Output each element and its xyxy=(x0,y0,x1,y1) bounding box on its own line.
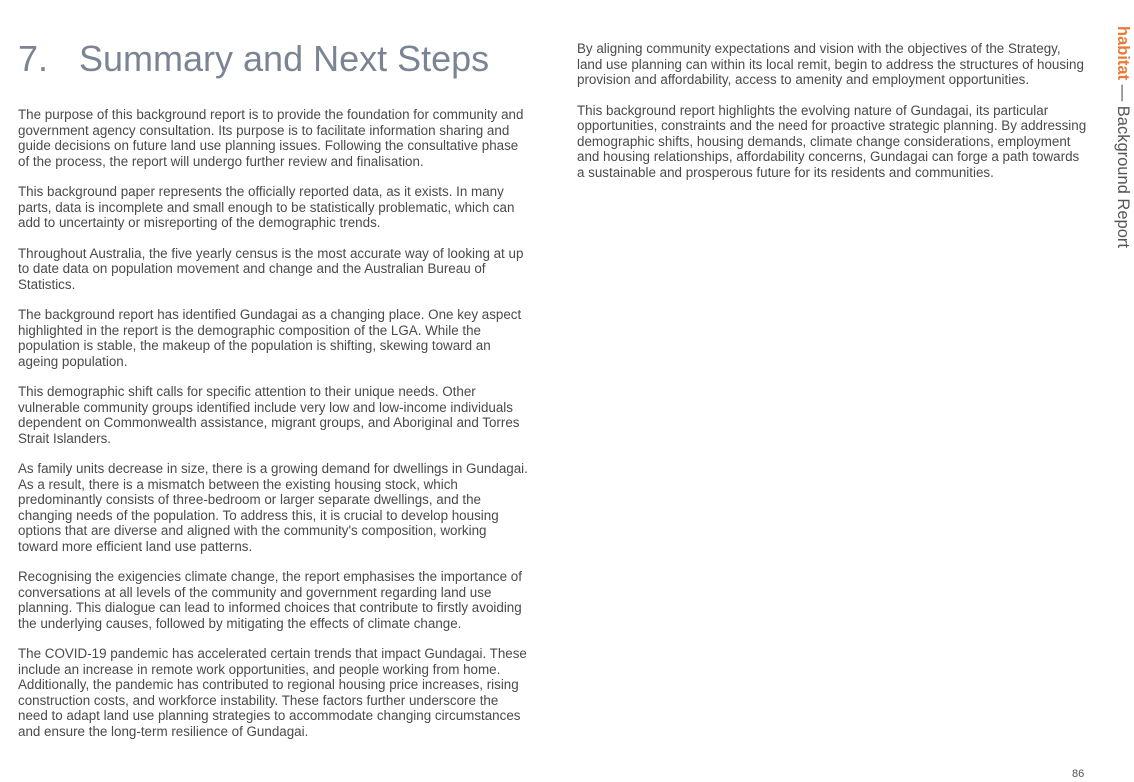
document-side-label xyxy=(1113,26,1132,248)
paragraph: The COVID-19 pandemic has accelerated certain trends that impact Gundagai. These include an increase in remote work opportunities, and people working from home. Additionally, the pandemic has contributed to regional housing price increases, rising construction costs, and workforce instability. These factors further underscore the need to adapt land use planning strategies to accommodate changing circumstances and ensure the long-term resilience of Gundagai. xyxy=(18,646,527,739)
label-separator: — xyxy=(1114,84,1132,102)
paragraph: As family units decrease in size, there is a growing demand for dwellings in Gundagai. As a result, there is a mismatch between the existing housing stock, which predominantly consists of three-bedroom or larger separate dwellings, and the changing needs of the population. To address this, it is crucial to develop housing options that are diverse and aligned with the community's composition, working toward more efficient land use patterns. xyxy=(18,461,528,554)
section-title: Summary and Next Steps xyxy=(79,38,490,79)
page-number: 86 xyxy=(1072,768,1085,780)
paragraph: The background report has identified Gundagai as a changing place. One key aspect highlighted in the report is the demographic composition of the LGA. While the population is stable, the makeup of the population is shifting, skewing toward an ageing population. xyxy=(18,307,522,369)
paragraph: This demographic shift calls for specific attention to their unique needs. Other vulnerable community groups identified include very low and low-income individuals dependent on Commonwealth assistance, migrant groups, and Aboriginal and Torres Strait Islanders. xyxy=(18,384,520,446)
paragraph: Recognising the exigencies climate change, the report emphasises the importance of conversations at all levels of the community and government regarding land use planning. This dialogue can lead to informed choices that contribute to firstly avoiding the underlying causes, followed by mitigating the effects of climate change. xyxy=(18,569,522,631)
paragraph: This background paper represents the officially reported data, as it exists. In many parts, data is incomplete and small enough to be statistically problematic, which can add to uncertainty or misreporting of the demographic trends. xyxy=(18,184,515,230)
page-title xyxy=(18,38,489,80)
brand-name: habitat xyxy=(1114,26,1132,81)
section-number: 7. xyxy=(18,38,49,79)
paragraph: The purpose of this background report is to provide the foundation for community and government agency consultation. Its purpose is to facilitate information sharing and guide decisions on future land use planning issues. Following the consultative phase of the process, the report will undergo further review and finalisation. xyxy=(18,107,524,169)
right-column xyxy=(577,41,1087,195)
paragraph: This background report highlights the evolving nature of Gundagai, its particular opportunities, constraints and the need for proactive strategic planning. By addressing demographic shifts, housing demands, climate change considerations, employment and housing relationships, affordability concerns, Gundagai can forge a path towards a sustainable and prosperous future for its residents and communities. xyxy=(577,102,1087,180)
document-type: Background Report xyxy=(1114,105,1132,248)
paragraph: Throughout Australia, the five yearly census is the most accurate way of looking at up to date data on population movement and change and the Australian Bureau of Statistics. xyxy=(18,245,524,292)
left-column xyxy=(18,107,528,754)
paragraph: By aligning community expectations and vision with the objectives of the Strategy, land use planning can within its local remit, begin to address the structures of housing provision and affordability, access to amenity and employment opportunities. xyxy=(577,41,1084,87)
